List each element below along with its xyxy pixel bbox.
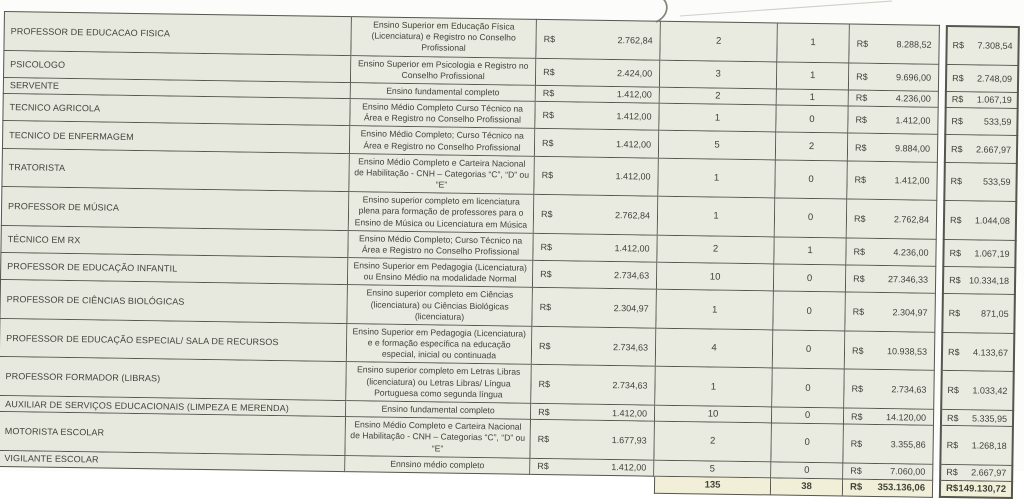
total-direita-value: 2.748,09	[976, 73, 1013, 84]
total-direita-value: 4.133,67	[972, 347, 1009, 358]
currency-label: R$	[947, 346, 960, 357]
total-direita-cell	[942, 267, 1016, 295]
currency-label: R$	[538, 406, 550, 417]
vagas-cell: 5	[654, 460, 771, 478]
salario-value: 2.734,63	[612, 341, 649, 353]
cargo-cell: SERVENTE	[3, 78, 351, 99]
salario-cell	[530, 420, 655, 460]
total-direita-cell	[945, 64, 1019, 92]
salario-cell	[533, 234, 657, 263]
total-mensal-value: 27.346,33	[887, 274, 929, 286]
cargo-cell: PROFESSOR DE EDUCAÇÃO INFANTIL	[0, 253, 348, 286]
vagas-reserva-cell: 1	[777, 89, 849, 106]
vagas-reserva-cell: 0	[771, 424, 844, 464]
currency-label: R$	[951, 94, 964, 105]
salario-value: 1.412,00	[616, 89, 652, 101]
vagas-cell: 1	[658, 197, 776, 237]
total-direita-cell	[942, 240, 1016, 268]
vagas-reserva-cell: 0	[776, 106, 848, 134]
salario-cell	[535, 102, 659, 131]
total-mensal-value: 2.734,63	[891, 384, 927, 395]
salario-cell	[531, 404, 655, 422]
requisito-cell: Ensino Médio Completo e Carteira Nacional de Habilitação - CNH – Categorias “C”, “D” ou “E”	[349, 154, 535, 195]
currency-label: R$	[851, 345, 864, 356]
vagas-cell: 1	[656, 290, 774, 330]
cargo-cell: PROFESSOR DE EDUCACAO FISICA	[3, 11, 352, 56]
currency-label: R$	[950, 176, 963, 187]
currency-label: R$	[543, 33, 556, 44]
salario-value: 1.412,00	[616, 111, 652, 122]
salario-value: 1.677,93	[611, 434, 647, 446]
requisito-cell: Ensino Superior em Pedagogia (Licenciatura) e e formação específica na educação especial, inicial ou continuada	[347, 324, 533, 365]
total-mensal-value: 7.060,00	[890, 466, 926, 477]
total-vagas-cell: 135	[654, 477, 771, 496]
total-mensal-value: 1.412,00	[894, 175, 930, 187]
cargo-cell: TECNICO AGRICOLA	[2, 94, 350, 127]
currency-label: R$	[539, 302, 552, 313]
vagas-cell: 3	[660, 60, 777, 89]
currency-label: R$	[853, 246, 866, 257]
total-direita-value: 1.067,19	[974, 248, 1010, 259]
total-direita-cell	[945, 92, 1019, 109]
salario-cell	[532, 288, 657, 328]
total-mensal-value: 2.762,84	[893, 214, 930, 225]
total-mensal-value: 4.236,00	[893, 247, 929, 258]
cargo-cell: PSICOLOGO	[3, 51, 351, 84]
total-geral-direita-value: 149.130,72	[958, 483, 1007, 495]
total-direita-value: 1.033,42	[972, 385, 1008, 397]
requisito-cell: Ennsino médio completo	[345, 456, 530, 475]
currency-label: R$	[952, 40, 965, 51]
currency-label: R$	[855, 114, 868, 126]
salario-value: 1.412,00	[614, 243, 650, 254]
currency-label: R$	[946, 467, 958, 478]
total-mensal-value: 14.120,00	[885, 411, 927, 423]
requisito-cell: Ensino Médio Completo; Curso Técnico na Área e Registro no Conselho Profissional	[348, 231, 533, 261]
requisito-cell: Ensino Superior em Psicologia e Registro no Conselho Profissional	[351, 56, 536, 86]
salario-cell	[534, 195, 659, 235]
vagas-cell: 10	[657, 263, 774, 292]
salario-cell	[536, 19, 661, 60]
salario-value: 1.412,00	[615, 171, 651, 183]
total-direita-cell	[944, 108, 1018, 136]
total-direita-value: 533,59	[982, 177, 1011, 188]
total-mensal-cell	[846, 238, 936, 267]
currency-label: R$	[542, 137, 554, 148]
requisito-cell: Ensino Médio Completo Curso Técnico na Área e Registro no Conselho Profissional	[350, 99, 535, 129]
currency-label: R$	[537, 433, 550, 445]
total-mensal-cell	[847, 200, 938, 240]
currency-label: R$	[537, 461, 549, 472]
total-mensal-cell	[846, 266, 936, 295]
total-direita-cell	[943, 163, 1018, 203]
total-direita-value: 1.044,08	[974, 215, 1011, 226]
cargo-cell: PROFESSOR DE CIÊNCIAS BIOLÓGICAS	[0, 280, 348, 324]
total-direita-value: 7.308,54	[977, 40, 1013, 52]
currency-label: R$	[948, 308, 961, 319]
vagas-cell: 1	[659, 104, 776, 133]
currency-label: R$	[855, 93, 868, 104]
vagas-cell: 5	[659, 131, 776, 160]
currency-label: R$	[949, 215, 962, 226]
currency-label: R$	[952, 72, 964, 83]
salario-cell	[533, 261, 657, 290]
salary-table	[0, 11, 1020, 499]
salario-value: 2.762,84	[614, 210, 651, 221]
salario-value: 1.412,00	[611, 407, 648, 419]
vagas-reserva-cell: 1	[777, 62, 849, 90]
total-direita-cell	[941, 294, 1016, 334]
cargo-cell: VIGILANTE ESCOLAR	[0, 451, 345, 472]
currency-label: R$	[850, 465, 862, 477]
vagas-cell: 1	[658, 158, 776, 198]
total-vagas-reserva-cell: 38	[771, 478, 843, 496]
currency-label: R$	[951, 116, 964, 127]
total-mensal-cell	[849, 63, 939, 92]
cargo-cell: PROFESSOR DE EDUCAÇÃO ESPECIAL/ SALA DE RECURSOS	[0, 319, 347, 363]
total-mensal-cell	[843, 425, 934, 465]
currency-label: R$	[543, 66, 555, 77]
total-direita-value: 871,05	[981, 308, 1009, 320]
total-mensal-value: 4.236,00	[895, 93, 931, 105]
requisito-cell: Ensino fundamental completo	[351, 83, 536, 102]
currency-label: R$	[540, 269, 552, 280]
total-mensal-value: 9.696,00	[895, 71, 932, 83]
cargo-cell: AUXILIAR DE SERVIÇOS EDUCACIONAIS (LIMPEZA E MERENDA)	[0, 396, 346, 417]
currency-label: R$	[856, 38, 869, 49]
currency-label: R$	[540, 241, 553, 253]
total-mensal-value: 8.288,52	[896, 38, 932, 50]
currency-label: R$	[950, 143, 963, 154]
salario-cell	[531, 365, 656, 405]
total-direita-cell	[941, 333, 1016, 373]
salario-value: 2.424,00	[617, 67, 653, 79]
requisito-cell: Ensino fundamental completo	[346, 401, 531, 420]
total-direita-cell	[940, 410, 1014, 427]
currency-label: R$	[539, 340, 551, 351]
vagas-reserva-cell: 1	[774, 237, 846, 265]
total-mensal-cell	[845, 331, 936, 371]
vagas-reserva-cell: 0	[772, 369, 845, 409]
requisito-cell: Ensino superior completo em licenciatura plena para formação de professores para o Ensino de Música ou Licenciatura em Música	[349, 192, 535, 233]
vagas-cell: 2	[660, 21, 778, 62]
currency-label: R$	[853, 273, 865, 285]
total-mensal-cell	[845, 293, 936, 333]
salario-value: 2.734,63	[614, 270, 650, 281]
salario-cell	[535, 129, 659, 158]
total-direita-cell	[945, 25, 1020, 66]
vagas-cell: 4	[656, 329, 774, 369]
vagas-reserva-cell: 0	[773, 330, 846, 370]
total-direita-cell	[940, 371, 1015, 411]
currency-label: R$	[853, 213, 866, 224]
cargo-cell: MOTORISTA ESCOLAR	[0, 412, 346, 456]
cargo-cell: TRATORISTA	[1, 149, 350, 193]
vagas-cell: 1	[655, 367, 773, 407]
total-mensal-cell	[849, 90, 939, 108]
currency-label: R$	[946, 412, 959, 423]
total-mensal-value: 1.412,00	[895, 115, 931, 126]
salario-value: 1.412,00	[611, 462, 647, 473]
total-geral-direita-cell	[939, 481, 1013, 499]
requisito-cell: Ensino Superior em Pedagogia (Licenciatura) ou Ensino Médio na modalidade Normal	[348, 258, 533, 288]
vagas-cell: 10	[655, 406, 772, 424]
currency-label: R$	[540, 208, 553, 220]
vagas-cell: 2	[657, 235, 774, 264]
total-mensal-cell	[844, 408, 934, 426]
total-mensal-value: 2.304,97	[892, 307, 928, 318]
currency-label: R$	[542, 110, 555, 121]
salario-value: 2.304,97	[613, 303, 649, 314]
currency-label: R$	[854, 142, 867, 153]
vagas-reserva-cell: 0	[771, 462, 843, 479]
total-geral-mensal-value: 353.136,06	[877, 482, 926, 495]
currency-label: R$	[946, 439, 959, 451]
cargo-cell: TECNICO DE ENFERMAGEM	[2, 121, 350, 154]
requisito-cell: Ensino superior completo em Ciências (licenciatura) ou Ciências Biológicas (licenciatura)	[347, 286, 533, 327]
cargo-cell: TÉCNICO EM RX	[0, 226, 348, 259]
total-mensal-cell	[844, 370, 935, 410]
salario-value: 1.412,00	[615, 138, 652, 150]
vagas-cell: 2	[660, 88, 777, 106]
salario-value: 2.762,84	[617, 34, 653, 46]
requisito-cell: Ensino Médio Completo; Curso Técnico na Área e Registro no Conselho Profissional	[350, 127, 535, 157]
total-geral-mensal-cell	[843, 479, 933, 497]
vagas-reserva-cell: 1	[777, 22, 850, 63]
salario-cell	[536, 58, 660, 87]
total-direita-value: 1.268,18	[971, 440, 1007, 451]
salario-value: 2.734,63	[612, 380, 648, 391]
currency-label: R$	[850, 438, 863, 449]
currency-label: R$	[538, 379, 551, 390]
total-direita-value: 10.334,18	[968, 275, 1010, 287]
vagas-reserva-cell: 0	[772, 407, 844, 424]
total-direita-cell	[939, 465, 1013, 482]
salario-cell	[532, 327, 657, 367]
requisito-cell: Ensino Superior em Educação Física (Licenciatura) e Registro no Conselho Profissional	[351, 16, 537, 58]
total-direita-value: 5.335,95	[971, 412, 1008, 424]
currency-label: R$	[947, 385, 960, 396]
salario-cell	[536, 86, 660, 104]
vagas-reserva-cell: 0	[775, 199, 848, 239]
currency-label: R$	[949, 247, 962, 259]
currency-label: R$	[542, 88, 555, 99]
requisito-cell: Ensino superior completo em Letras Libras (licenciatura) ou Letras Libras/ Língua Portuguesa como segunda língua	[346, 363, 532, 404]
total-mensal-value: 9.884,00	[894, 142, 931, 154]
vagas-reserva-cell: 2	[776, 133, 848, 161]
currency-label: R$	[851, 383, 864, 395]
currency-label: R$	[541, 170, 554, 181]
cargo-cell: PROFESSOR DE MÚSICA	[1, 187, 350, 231]
salario-cell	[530, 459, 654, 477]
total-direita-value: 1.067,19	[976, 94, 1012, 106]
cargo-cell: PROFESSOR FORMADOR (LIBRAS)	[0, 357, 347, 401]
vagas-reserva-cell: 0	[773, 292, 846, 332]
currency-label: R$	[852, 306, 865, 317]
currency-label: R$	[856, 71, 868, 82]
total-direita-cell	[939, 426, 1014, 466]
total-mensal-cell	[848, 134, 938, 163]
total-direita-cell	[944, 135, 1018, 163]
total-mensal-value: 10.938,53	[886, 345, 928, 357]
total-mensal-value: 3.355,86	[890, 439, 926, 450]
vagas-reserva-cell: 0	[775, 160, 848, 200]
total-mensal-cell	[848, 107, 938, 136]
total-mensal-cell	[847, 161, 938, 201]
total-direita-value: 533,59	[983, 116, 1012, 128]
salario-cell	[534, 157, 659, 197]
currency-label: R$	[945, 482, 959, 495]
vagas-reserva-cell: 0	[774, 265, 846, 293]
currency-label: R$	[854, 175, 867, 186]
requisito-cell: Ensino Médio Completo e Carteira Nacional de Habilitação - CNH – Categorias “C”, “D” ou “E”	[345, 417, 531, 458]
total-mensal-cell	[843, 463, 933, 481]
total-direita-value: 2.667,97	[971, 467, 1007, 479]
currency-label: R$	[949, 275, 961, 286]
currency-label: R$	[851, 411, 863, 422]
total-mensal-cell	[849, 24, 940, 65]
total-direita-value: 2.667,97	[975, 143, 1012, 155]
currency-label: R$	[849, 481, 863, 494]
total-direita-cell	[943, 201, 1018, 241]
vagas-cell: 2	[654, 422, 772, 462]
